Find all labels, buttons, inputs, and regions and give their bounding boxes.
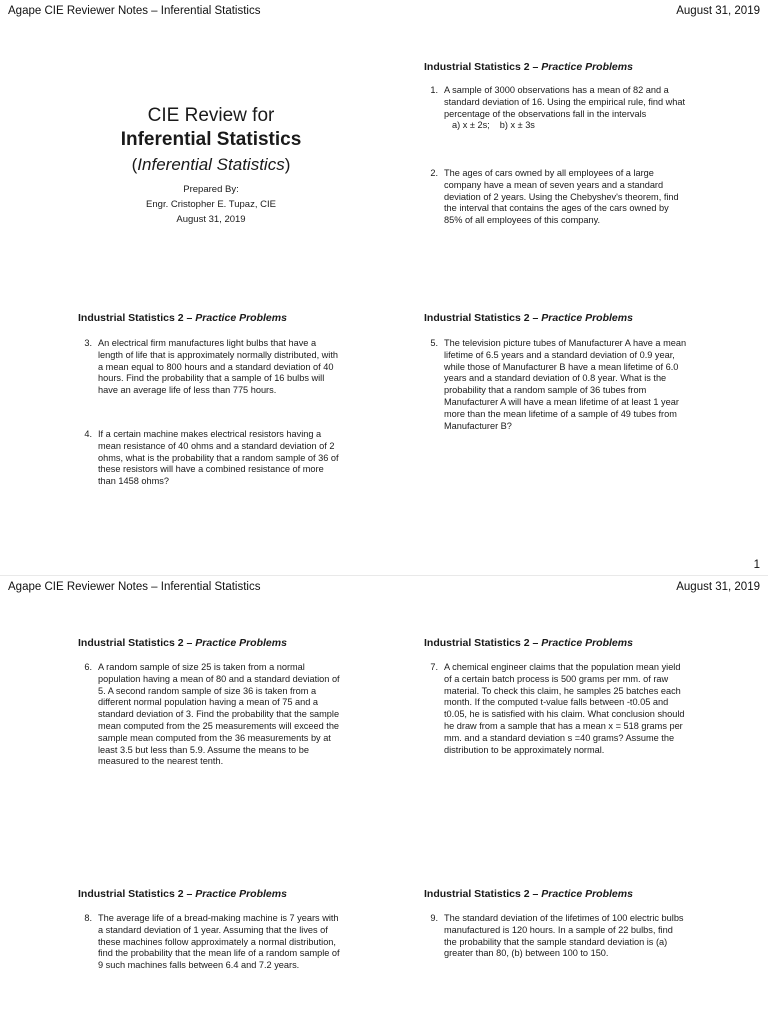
cover-date: August 31, 2019 (176, 214, 246, 225)
cover-title-line1: CIE Review for (147, 105, 275, 126)
problem-5: 5. The television picture tubes of Manufacturer A have a mean lifetime of 6.5 years and a standard deviation of 0.9 year, while those of Manufacturer B have a mean lifetime of 6.0 years and a standard deviation of 0.8 year. What is the probability that a random sample of 36 tubes from Manufacturer A will have a mean lifetime of at least 1 year more than the mean lifetime of a sample of 49 tubes from Manufacturer B? (430, 338, 687, 431)
prepared-by-label: Prepared By: (183, 184, 239, 195)
page-header-date: August 31, 2019 (676, 5, 760, 17)
cover-credits (100, 182, 322, 227)
slide-title: Industrial Statistics 2 – Practice Problems (424, 61, 633, 73)
problem-4: 4. If a certain machine makes electrical resistors having a mean resistance of 40 ohms and a standard deviation of 2 ohms, what is the probability that a random sample of 36 of these resistors will have a combined resistance of more than 1458 ohms? (84, 429, 339, 487)
problem-2: 2. The ages of cars owned by all employees of a large company have a mean of seven years and a standard deviation of 2 years. Using the Chebyshev's theorem, find the interval that contains the ages of the cars owned by 85% of all employees of this company. (430, 168, 679, 226)
slide-title: Industrial Statistics 2 – Practice Problems (424, 312, 633, 324)
problem-9: 9. The standard deviation of the lifetimes of 100 electric bulbs manufactured is 120 hours. In a sample of 22 bulbs, find the probability that the sample standard deviation is (a) greater than 80, (b) between 100 to 150. (430, 913, 684, 959)
problem-3: 3. An electrical firm manufactures light bulbs that have a length of life that is approximately normally distributed, with a mean equal to 800 hours and a standard deviation of 40 hours. Find the probability that a sample of 16 bulbs will have an average life of less than 775 hours. (84, 338, 339, 396)
problem-8: 8. The average life of a bread-making machine is 7 years with a standard deviation of 1 year. Assuming that the lives of these machines follow approximately a normal distribution, find the probability that the mean life of a random sample of 9 such machines falls between 6.4 and 7.2 years. (84, 913, 340, 971)
cover-title-line2: Inferential Statistics (120, 129, 302, 150)
page-header-title: Agape CIE Reviewer Notes – Inferential Statistics (8, 581, 261, 593)
page-header-title: Agape CIE Reviewer Notes – Inferential Statistics (8, 5, 261, 17)
problem-7: 7. A chemical engineer claims that the population mean yield of a certain batch process is 500 grams per mm. of raw material. To check this claim, he samples 25 batches each month. If the computed t-value falls between -t0.05 and t0.05, he is satisfied with his claim. What conclusion should he draw from a sample that has a mean x = 518 grams per mm. and a standard deviation s =40 grams? Assume the distribution to be approximately normal. (430, 662, 685, 755)
page-divider (0, 575, 768, 576)
cover-subtitle: (Inferential Statistics) (131, 155, 291, 174)
page-header-date: August 31, 2019 (676, 581, 760, 593)
problem-6: 6. A random sample of size 25 is taken from a normal population having a mean of 80 and a standard deviation of 5. A second random sample of size 36 is taken from a different normal population having a mean of 75 and a standard deviation of 3. Find the probability that the sample mean computed from the 25 measurements will exceed the sample mean computed from the 36 measurements by at least 3.5 but less than 5.9. Assume the means to be measured to the nearest tenth. (84, 662, 340, 767)
slide-title: Industrial Statistics 2 – Practice Problems (78, 888, 287, 900)
problem-1: 1. A sample of 3000 observations has a mean of 82 and a standard deviation of 16. Using the empirical rule, find what percentage of the observations fall in the intervals a) x ± 2s; b) x ± 3s (430, 85, 686, 131)
page-number: 1 (753, 559, 760, 571)
slide-title: Industrial Statistics 2 – Practice Problems (78, 637, 287, 649)
slide-title: Industrial Statistics 2 – Practice Problems (424, 888, 633, 900)
cover-slide (100, 104, 322, 227)
slide-title: Industrial Statistics 2 – Practice Problems (78, 312, 287, 324)
author-name: Engr. Cristopher E. Tupaz, CIE (146, 199, 276, 210)
problem-1-options: a) x ± 2s; b) x ± 3s (452, 120, 535, 131)
slide-title: Industrial Statistics 2 – Practice Problems (424, 637, 633, 649)
